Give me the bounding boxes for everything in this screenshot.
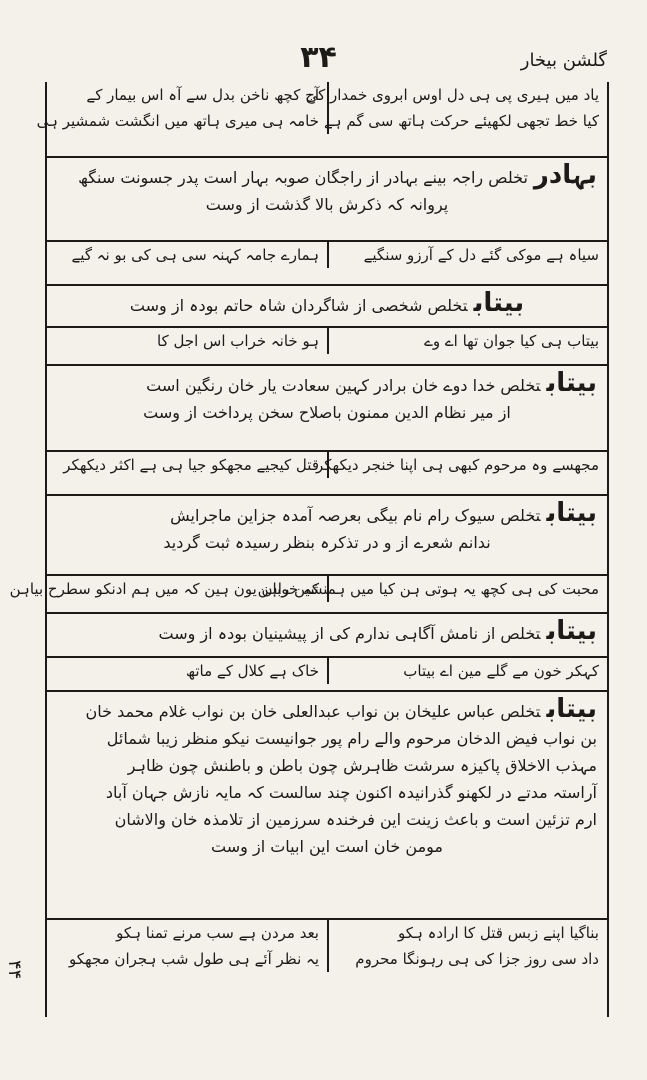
entry-text-line: از میر نظام الدین ممنون باصلاح سخن پرداخت از وست — [143, 403, 511, 422]
poet-name: بیتاب — [546, 498, 597, 528]
poet-entry — [47, 496, 607, 576]
poet-name: بہادر — [533, 160, 597, 190]
couplet-second-hemistich: ہو خانہ خراب اس اجل کا — [156, 332, 319, 350]
couplet-row — [47, 82, 607, 108]
couplet-first-hemistich: کہکر خون مے گلے مین اے بیتاب — [327, 658, 607, 684]
poet-entry — [47, 366, 607, 452]
couplet-second-hemistich: قتل کیجیے مجھکو جیا ہی ہے اکثر دیکھکر — [63, 456, 319, 474]
entry-text-line: تخلص از نامش آگاہی ندارم کی از پیشینیان بودہ از وست — [158, 624, 541, 643]
couplet-block — [47, 452, 607, 496]
entry-text-line: تخلص راجہ بینے بہادر از راجگان صوبہ بہار است پدر جسونت سنگھ — [78, 168, 528, 187]
couplet-row — [9, 576, 607, 602]
entry-text-line: تخلص خدا دوے خان برادر کہین سعادت یار خان رنگین است — [146, 376, 541, 395]
entry-text-line: مہذب الاخلاق پاکیزہ سرشت ظاہرش چون باطن و باطنش چون ظاہر — [127, 756, 597, 775]
couplet-row — [47, 452, 607, 478]
poet-entry — [47, 158, 607, 242]
couplet-second-hemistich: آج کچھ ناخن بدل سے آہ اس بیمار کے — [86, 86, 319, 104]
couplet-second-hemistich: خامہ ہی میری ہاتھ میں انگشت شمشیر ہی — [36, 112, 319, 130]
entry-text-line: مومن خان است این ابیات از وست — [211, 837, 443, 856]
running-title: گلشن بیخار — [520, 50, 607, 71]
entry-text-line: پروانہ کہ ذکرش بالا گذشت از وست — [205, 195, 449, 214]
poet-name: بیتاب — [546, 694, 597, 724]
couplet-first-hemistich: بناگیا اپنے زبس قتل کا ارادہ ہکو — [327, 920, 607, 946]
couplet-first-hemistich: یاد میں ہیری پی ہی دل اوس ابروی خمدار کی — [327, 82, 607, 108]
poet-entry — [47, 614, 607, 658]
entry-text-line: تخلص عباس علیخان بن نواب عبدالعلی خان بن نواب غلام محمد خان — [85, 702, 541, 721]
couplet-block — [47, 242, 607, 286]
entry-text-line: آراستہ مدتے در لکھنو گذرانیدہ اکنون چند سالست کہ مایہ نازش جہان آباد — [105, 783, 597, 802]
couplet-second-hemistich: یہ نظر آئے ہی طول شب ہجران مجھکو — [69, 950, 319, 968]
couplet-block — [47, 920, 607, 1017]
poet-name: بیتاب — [473, 288, 525, 318]
couplet-block — [47, 328, 607, 366]
couplet-row — [47, 328, 607, 354]
couplet-row — [47, 920, 607, 946]
couplet-second-hemistich: بعد مردن ہے سب مرنے تمنا ہکو — [116, 924, 319, 942]
couplet-row — [47, 242, 607, 268]
page-header — [30, 40, 607, 82]
couplet-row — [47, 658, 607, 684]
couplet-block — [9, 576, 607, 614]
entry-text-line: تخلص شخصی از شاگردان شاہ حاتم بودہ از وست — [129, 296, 468, 315]
couplet-second-hemistich: خاک ہے کلال کے ماتھ — [185, 662, 319, 680]
couplet-first-hemistich: بیتاب ہی کیا جوان تھا اے وے — [327, 328, 607, 354]
entry-text-line: ندانم شعرے از و در تذکرہ بنظر رسیدہ ثبت گردید — [163, 533, 491, 552]
margin-note: ۴۴ — [4, 960, 25, 980]
entry-text-line: بن نواب فیض الدخان مرحوم والے رام پور جوانیست نیکو منظر زیبا شمائل — [106, 729, 597, 748]
poet-entry — [47, 692, 607, 920]
page-number: ۳۴ — [300, 40, 337, 75]
couplet-second-hemistich: ہمارے جامہ کہنہ سی ہی کی بو نہ گیے — [71, 246, 319, 264]
poet-entry — [47, 286, 607, 328]
poet-name: بیتاب — [546, 368, 597, 398]
entry-text-line: ارم تزئین است و باعث زینت این فرخندہ سرزمین از تلامذہ خان والاشان — [114, 810, 597, 829]
poet-name: بیتاب — [546, 616, 597, 646]
couplet-row — [47, 946, 607, 972]
couplet-block — [47, 658, 607, 692]
couplet-first-hemistich: سیاہ ہے موکی گئے دل کے آرزو سنگیے — [327, 242, 607, 268]
couplet-block — [36, 82, 607, 158]
couplet-second-hemistich: کہ خوبان یون ہین کہ میں ہم ادنکو سطرح بیاہن — [9, 580, 319, 598]
couplet-first-hemistich: داد سی روز جزا کی ہی رہونگا محروم — [327, 946, 607, 972]
couplet-row — [36, 108, 607, 134]
couplet-first-hemistich: مجھسے وہ مرحوم کبھی ہی اپنا خنجر دیکھکر — [327, 452, 607, 478]
couplet-first-hemistich: کیا خط تجھی لکھیئے حرکت ہاتھ سی گم ہے — [327, 108, 607, 134]
entry-text-line: تخلص سیوک رام نام بیگی بعرصہ آمدہ جزاین ماجرایش — [170, 506, 541, 525]
couplet-first-hemistich: محبت کی ہی کچھ یہ ہوتی ہن کیا میں ہمنشین راہن — [327, 576, 607, 602]
